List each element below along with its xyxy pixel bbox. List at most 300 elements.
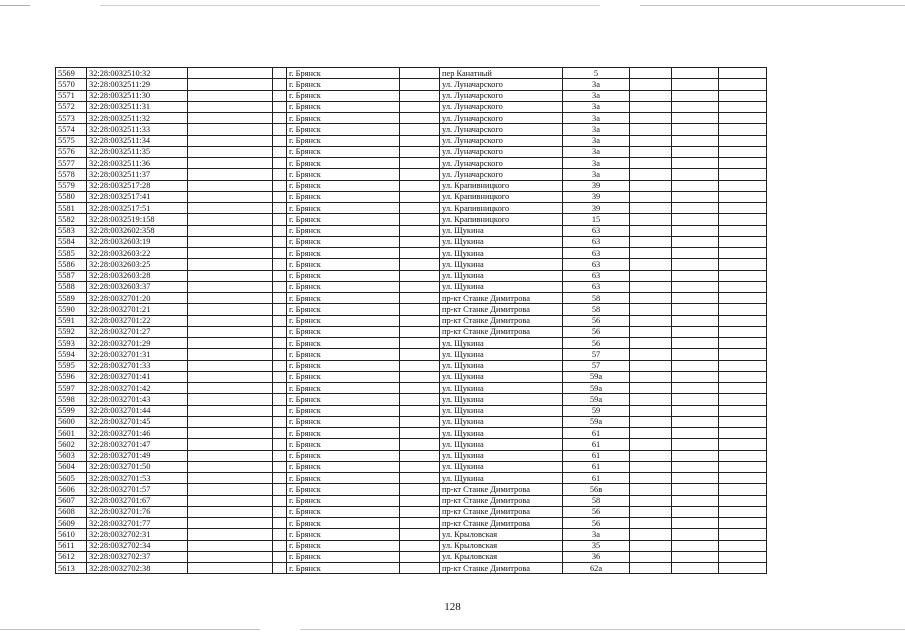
cadastral-number-cell: 32:28:0032701:20 (87, 293, 188, 304)
empty-cell (672, 113, 719, 124)
empty-cell (400, 428, 440, 439)
empty-cell (719, 326, 767, 337)
empty-cell (273, 439, 287, 450)
cadastral-number-cell: 32:28:0032511:37 (87, 169, 188, 180)
empty-cell (273, 169, 287, 180)
empty-cell (672, 540, 719, 551)
empty-cell (400, 518, 440, 529)
house-number-cell: 59а (563, 383, 630, 394)
house-number-cell: 39 (563, 180, 630, 191)
empty-cell (188, 158, 273, 169)
city-cell: г. Брянск (287, 349, 400, 360)
table-row (56, 135, 767, 146)
empty-cell (188, 495, 273, 506)
table-row (56, 248, 767, 259)
empty-cell (273, 270, 287, 281)
house-number-cell: 3а (563, 79, 630, 90)
row-number-cell: 5580 (56, 191, 87, 202)
house-number-cell: 56 (563, 506, 630, 517)
empty-cell (630, 124, 672, 135)
empty-cell (672, 124, 719, 135)
empty-cell (630, 529, 672, 540)
table-row (56, 293, 767, 304)
street-cell: пр-кт Станке Димитрова (440, 484, 563, 495)
empty-cell (672, 68, 719, 79)
empty-cell (273, 90, 287, 101)
street-cell: пр-кт Станке Димитрова (440, 563, 563, 574)
empty-cell (400, 101, 440, 112)
city-cell: г. Брянск (287, 360, 400, 371)
empty-cell (719, 518, 767, 529)
empty-cell (273, 259, 287, 270)
cadastral-number-cell: 32:28:0032701:57 (87, 484, 188, 495)
street-cell: ул. Крыловская (440, 540, 563, 551)
empty-cell (719, 529, 767, 540)
cadastral-number-cell: 32:28:0032701:77 (87, 518, 188, 529)
row-number-cell: 5597 (56, 383, 87, 394)
house-number-cell: 63 (563, 281, 630, 292)
empty-cell (630, 540, 672, 551)
empty-cell (719, 473, 767, 484)
empty-cell (273, 563, 287, 574)
cadastral-number-cell: 32:28:0032701:76 (87, 506, 188, 517)
empty-cell (273, 326, 287, 337)
empty-cell (719, 360, 767, 371)
street-cell: ул. Щукина (440, 428, 563, 439)
empty-cell (188, 540, 273, 551)
empty-cell (400, 158, 440, 169)
empty-cell (630, 68, 672, 79)
empty-cell (630, 214, 672, 225)
house-number-cell: 56 (563, 518, 630, 529)
empty-cell (188, 293, 273, 304)
empty-cell (273, 383, 287, 394)
empty-cell (630, 259, 672, 270)
empty-cell (672, 158, 719, 169)
table-row (56, 113, 767, 124)
empty-cell (719, 248, 767, 259)
empty-cell (400, 439, 440, 450)
cadastral-number-cell: 32:28:0032511:34 (87, 135, 188, 146)
empty-cell (630, 270, 672, 281)
empty-cell (273, 113, 287, 124)
empty-cell (719, 563, 767, 574)
empty-cell (719, 383, 767, 394)
street-cell: ул. Луначарского (440, 169, 563, 180)
street-cell: ул. Крыловская (440, 551, 563, 562)
empty-cell (273, 495, 287, 506)
city-cell: г. Брянск (287, 383, 400, 394)
empty-cell (719, 225, 767, 236)
empty-cell (400, 405, 440, 416)
table-row (56, 450, 767, 461)
house-number-cell: 3а (563, 529, 630, 540)
table-row (56, 416, 767, 427)
street-cell: ул. Щукина (440, 383, 563, 394)
street-cell: ул. Щукина (440, 225, 563, 236)
table-row (56, 236, 767, 247)
cadastral-number-cell: 32:28:0032603:19 (87, 236, 188, 247)
empty-cell (188, 338, 273, 349)
page-number: 128 (444, 601, 461, 613)
empty-cell (400, 450, 440, 461)
empty-cell (630, 191, 672, 202)
empty-cell (273, 248, 287, 259)
empty-cell (273, 158, 287, 169)
row-number-cell: 5608 (56, 506, 87, 517)
empty-cell (273, 180, 287, 191)
cadastral-number-cell: 32:28:0032701:22 (87, 315, 188, 326)
city-cell: г. Брянск (287, 371, 400, 382)
empty-cell (672, 551, 719, 562)
empty-cell (630, 225, 672, 236)
empty-cell (400, 495, 440, 506)
empty-cell (188, 349, 273, 360)
row-number-cell: 5574 (56, 124, 87, 135)
empty-cell (188, 405, 273, 416)
street-cell: ул. Крапивницкого (440, 203, 563, 214)
empty-cell (719, 371, 767, 382)
empty-cell (672, 326, 719, 337)
empty-cell (273, 450, 287, 461)
row-number-cell: 5592 (56, 326, 87, 337)
street-cell: пр-кт Станке Димитрова (440, 293, 563, 304)
street-cell: ул. Крапивницкого (440, 191, 563, 202)
empty-cell (672, 248, 719, 259)
cadastral-number-cell: 32:28:0032702:31 (87, 529, 188, 540)
empty-cell (188, 371, 273, 382)
empty-cell (672, 495, 719, 506)
empty-cell (188, 518, 273, 529)
empty-cell (400, 68, 440, 79)
empty-cell (719, 113, 767, 124)
empty-cell (672, 394, 719, 405)
house-number-cell: 61 (563, 439, 630, 450)
cadastral-number-cell: 32:28:0032701:45 (87, 416, 188, 427)
empty-cell (188, 383, 273, 394)
empty-cell (630, 371, 672, 382)
empty-cell (273, 371, 287, 382)
empty-cell (400, 416, 440, 427)
house-number-cell: 3а (563, 158, 630, 169)
row-number-cell: 5570 (56, 79, 87, 90)
street-cell: пр-кт Станке Димитрова (440, 506, 563, 517)
house-number-cell: 61 (563, 473, 630, 484)
house-number-cell: 63 (563, 270, 630, 281)
cadastral-number-cell: 32:28:0032603:25 (87, 259, 188, 270)
street-cell: ул. Луначарского (440, 146, 563, 157)
table-row (56, 180, 767, 191)
empty-cell (672, 349, 719, 360)
row-number-cell: 5578 (56, 169, 87, 180)
empty-cell (273, 281, 287, 292)
empty-cell (400, 236, 440, 247)
table-row (56, 169, 767, 180)
city-cell: г. Брянск (287, 68, 400, 79)
street-cell: ул. Щукина (440, 461, 563, 472)
empty-cell (630, 383, 672, 394)
table-row (56, 214, 767, 225)
cadastral-number-cell: 32:28:0032603:37 (87, 281, 188, 292)
table-row (56, 101, 767, 112)
empty-cell (672, 518, 719, 529)
city-cell: г. Брянск (287, 214, 400, 225)
empty-cell (273, 473, 287, 484)
row-number-cell: 5581 (56, 203, 87, 214)
cadastral-number-cell: 32:28:0032701:42 (87, 383, 188, 394)
street-cell: ул. Луначарского (440, 124, 563, 135)
city-cell: г. Брянск (287, 281, 400, 292)
empty-cell (400, 394, 440, 405)
empty-cell (719, 259, 767, 270)
empty-cell (400, 484, 440, 495)
row-number-cell: 5604 (56, 461, 87, 472)
empty-cell (719, 461, 767, 472)
cadastral-number-cell: 32:28:0032701:43 (87, 394, 188, 405)
empty-cell (188, 259, 273, 270)
empty-cell (672, 563, 719, 574)
house-number-cell: 56 (563, 338, 630, 349)
cadastral-number-cell: 32:28:0032511:31 (87, 101, 188, 112)
empty-cell (719, 214, 767, 225)
row-number-cell: 5582 (56, 214, 87, 225)
house-number-cell: 63 (563, 225, 630, 236)
empty-cell (400, 248, 440, 259)
empty-cell (400, 304, 440, 315)
city-cell: г. Брянск (287, 124, 400, 135)
table-row (56, 315, 767, 326)
house-number-cell: 35 (563, 540, 630, 551)
house-number-cell: 3а (563, 101, 630, 112)
city-cell: г. Брянск (287, 450, 400, 461)
empty-cell (719, 338, 767, 349)
empty-cell (273, 529, 287, 540)
row-number-cell: 5585 (56, 248, 87, 259)
street-cell: пр-кт Станке Димитрова (440, 304, 563, 315)
empty-cell (273, 461, 287, 472)
street-cell: ул. Луначарского (440, 113, 563, 124)
empty-cell (672, 101, 719, 112)
empty-cell (188, 214, 273, 225)
empty-cell (672, 428, 719, 439)
empty-cell (719, 540, 767, 551)
empty-cell (400, 529, 440, 540)
empty-cell (630, 495, 672, 506)
empty-cell (188, 484, 273, 495)
row-number-cell: 5571 (56, 90, 87, 101)
city-cell: г. Брянск (287, 563, 400, 574)
empty-cell (672, 293, 719, 304)
table-row (56, 484, 767, 495)
house-number-cell: 15 (563, 214, 630, 225)
street-cell: ул. Луначарского (440, 135, 563, 146)
table-row (56, 79, 767, 90)
cadastral-number-cell: 32:28:0032701:21 (87, 304, 188, 315)
row-number-cell: 5589 (56, 293, 87, 304)
cadastral-number-cell: 32:28:0032602:358 (87, 225, 188, 236)
row-number-cell: 5609 (56, 518, 87, 529)
empty-cell (273, 349, 287, 360)
empty-cell (672, 225, 719, 236)
scan-edge-bottom (0, 629, 905, 630)
empty-cell (719, 293, 767, 304)
city-cell: г. Брянск (287, 169, 400, 180)
row-number-cell: 5611 (56, 540, 87, 551)
row-number-cell: 5607 (56, 495, 87, 506)
city-cell: г. Брянск (287, 506, 400, 517)
row-number-cell: 5610 (56, 529, 87, 540)
empty-cell (672, 180, 719, 191)
empty-cell (400, 135, 440, 146)
empty-cell (630, 473, 672, 484)
empty-cell (400, 349, 440, 360)
cadastral-number-cell: 32:28:0032702:37 (87, 551, 188, 562)
row-number-cell: 5601 (56, 428, 87, 439)
street-cell: ул. Щукина (440, 371, 563, 382)
empty-cell (188, 439, 273, 450)
table-row (56, 349, 767, 360)
cadastral-number-cell: 32:28:0032701:50 (87, 461, 188, 472)
row-number-cell: 5576 (56, 146, 87, 157)
empty-cell (630, 506, 672, 517)
row-number-cell: 5587 (56, 270, 87, 281)
city-cell: г. Брянск (287, 203, 400, 214)
city-cell: г. Брянск (287, 484, 400, 495)
empty-cell (672, 79, 719, 90)
empty-cell (630, 326, 672, 337)
empty-cell (400, 326, 440, 337)
empty-cell (719, 416, 767, 427)
empty-cell (672, 281, 719, 292)
empty-cell (719, 551, 767, 562)
cadastral-number-cell: 32:28:0032701:31 (87, 349, 188, 360)
empty-cell (188, 68, 273, 79)
house-number-cell: 61 (563, 450, 630, 461)
house-number-cell: 36 (563, 551, 630, 562)
empty-cell (273, 101, 287, 112)
table-row (56, 68, 767, 79)
table-row (56, 191, 767, 202)
table-row (56, 495, 767, 506)
empty-cell (630, 293, 672, 304)
empty-cell (719, 304, 767, 315)
house-number-cell: 56 (563, 315, 630, 326)
table-row (56, 304, 767, 315)
house-number-cell: 63 (563, 259, 630, 270)
empty-cell (188, 180, 273, 191)
city-cell: г. Брянск (287, 293, 400, 304)
street-cell: ул. Крапивницкого (440, 214, 563, 225)
empty-cell (273, 304, 287, 315)
empty-cell (672, 450, 719, 461)
cadastral-number-cell: 32:28:0032702:34 (87, 540, 188, 551)
row-number-cell: 5599 (56, 405, 87, 416)
street-cell: пр-кт Станке Димитрова (440, 495, 563, 506)
table-row (56, 529, 767, 540)
empty-cell (719, 68, 767, 79)
empty-cell (188, 315, 273, 326)
row-number-cell: 5600 (56, 416, 87, 427)
empty-cell (719, 270, 767, 281)
cadastral-number-cell: 32:28:0032603:22 (87, 248, 188, 259)
empty-cell (400, 124, 440, 135)
house-number-cell: 3а (563, 90, 630, 101)
house-number-cell: 56 (563, 326, 630, 337)
table-row (56, 281, 767, 292)
empty-cell (672, 416, 719, 427)
cadastral-number-cell: 32:28:0032701:41 (87, 371, 188, 382)
street-cell: ул. Луначарского (440, 79, 563, 90)
registry-table (55, 67, 767, 574)
empty-cell (630, 416, 672, 427)
empty-cell (672, 146, 719, 157)
city-cell: г. Брянск (287, 540, 400, 551)
house-number-cell: 61 (563, 428, 630, 439)
city-cell: г. Брянск (287, 135, 400, 146)
street-cell: ул. Щукина (440, 248, 563, 259)
empty-cell (719, 135, 767, 146)
empty-cell (630, 563, 672, 574)
empty-cell (273, 146, 287, 157)
empty-cell (400, 473, 440, 484)
city-cell: г. Брянск (287, 101, 400, 112)
cadastral-number-cell: 32:28:0032511:36 (87, 158, 188, 169)
street-cell: ул. Луначарского (440, 158, 563, 169)
row-number-cell: 5573 (56, 113, 87, 124)
cadastral-number-cell: 32:28:0032702:38 (87, 563, 188, 574)
house-number-cell: 3а (563, 146, 630, 157)
empty-cell (630, 146, 672, 157)
empty-cell (400, 113, 440, 124)
empty-cell (400, 281, 440, 292)
table-row (56, 360, 767, 371)
empty-cell (719, 484, 767, 495)
empty-cell (630, 551, 672, 562)
empty-cell (630, 428, 672, 439)
city-cell: г. Брянск (287, 428, 400, 439)
empty-cell (672, 338, 719, 349)
empty-cell (400, 506, 440, 517)
empty-cell (672, 383, 719, 394)
empty-cell (188, 191, 273, 202)
empty-cell (273, 405, 287, 416)
empty-cell (273, 225, 287, 236)
table-row (56, 563, 767, 574)
empty-cell (273, 79, 287, 90)
empty-cell (630, 360, 672, 371)
house-number-cell: 5 (563, 68, 630, 79)
house-number-cell: 63 (563, 248, 630, 259)
empty-cell (400, 79, 440, 90)
row-number-cell: 5595 (56, 360, 87, 371)
house-number-cell: 62а (563, 563, 630, 574)
empty-cell (273, 135, 287, 146)
row-number-cell: 5613 (56, 563, 87, 574)
empty-cell (630, 450, 672, 461)
cadastral-number-cell: 32:28:0032701:46 (87, 428, 188, 439)
row-number-cell: 5588 (56, 281, 87, 292)
house-number-cell: 61 (563, 461, 630, 472)
registry-table-body (56, 68, 767, 574)
cadastral-number-cell: 32:28:0032511:30 (87, 90, 188, 101)
house-number-cell: 3а (563, 135, 630, 146)
empty-cell (719, 428, 767, 439)
street-cell: ул. Щукина (440, 405, 563, 416)
house-number-cell: 59 (563, 405, 630, 416)
table-row (56, 259, 767, 270)
empty-cell (273, 506, 287, 517)
row-number-cell: 5577 (56, 158, 87, 169)
